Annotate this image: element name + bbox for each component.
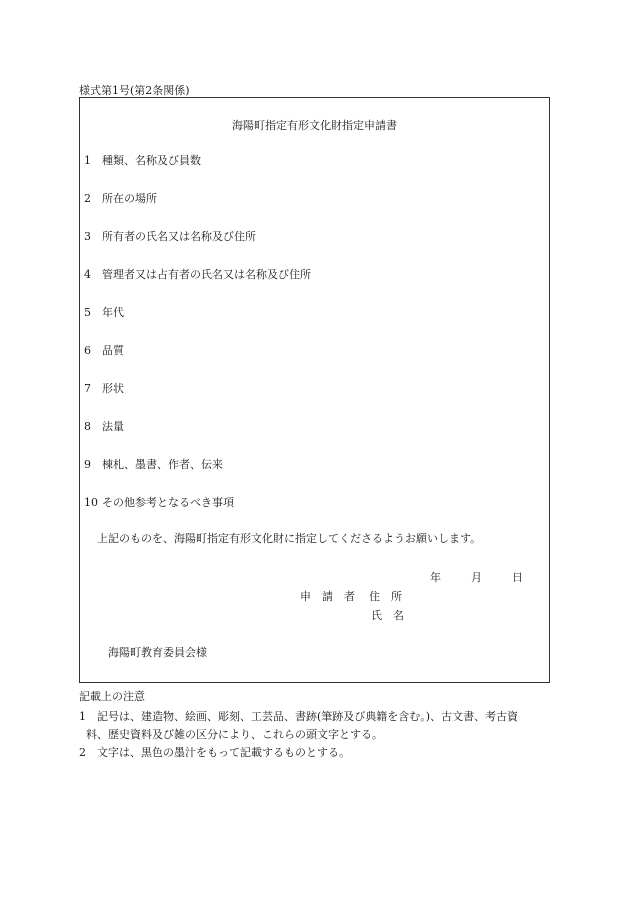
note-text: 記号は、建造物、絵画、彫刻、工芸品、書跡(筆跡及び典籍を含む。)、古文書、考古資 <box>97 710 519 723</box>
note-item <box>79 744 350 760</box>
form-item <box>84 152 201 168</box>
item-label: その他参考となるべき事項 <box>102 496 234 509</box>
item-number: 1 <box>84 154 91 167</box>
item-label: 形状 <box>102 382 124 395</box>
item-number: 7 <box>84 382 91 395</box>
note-item <box>79 708 518 724</box>
item-label: 所有者の氏名又は名称及び住所 <box>102 230 256 243</box>
application-form <box>79 97 550 683</box>
item-label: 法量 <box>102 420 124 433</box>
form-item <box>84 418 124 434</box>
year-label: 年 <box>430 571 441 584</box>
form-item <box>84 228 256 244</box>
name-label: 氏 名 <box>371 609 404 622</box>
applicant-label: 申 請 者 <box>300 590 355 603</box>
item-number: 3 <box>84 230 91 243</box>
form-item <box>84 456 223 472</box>
form-item <box>84 494 234 510</box>
item-number: 6 <box>84 344 91 357</box>
notes-heading: 記載上の注意 <box>79 690 145 703</box>
month-label: 月 <box>471 571 482 584</box>
date-row <box>430 569 523 585</box>
request-statement: 上記のものを、海陽町指定有形文化財に指定してくださるようお願いします。 <box>97 532 482 545</box>
note-text: 文字は、黒色の墨汁をもって記載するものとする。 <box>97 746 350 759</box>
addressee: 海陽町教育委員会様 <box>108 646 207 659</box>
item-number: 2 <box>84 192 91 205</box>
address-label: 住 所 <box>369 590 402 603</box>
form-item <box>84 190 157 206</box>
item-label: 所在の場所 <box>102 192 157 205</box>
form-number: 様式第1号(第2条関係) <box>79 84 190 97</box>
item-label: 年代 <box>102 306 124 319</box>
item-label: 品質 <box>102 344 124 357</box>
form-item <box>84 342 124 358</box>
item-label: 種類、名称及び員数 <box>102 154 201 167</box>
item-number: 5 <box>84 306 91 319</box>
item-number: 9 <box>84 458 91 471</box>
item-number: 8 <box>84 420 91 433</box>
name-row <box>371 607 404 623</box>
applicant-row <box>300 588 402 604</box>
item-number: 10 <box>84 496 98 509</box>
day-label: 日 <box>512 571 523 584</box>
form-item <box>84 380 124 396</box>
note-number: 2 <box>79 746 86 759</box>
form-item <box>84 266 311 282</box>
note-continuation: 料、歴史資料及び雑の区分により、これらの頭文字とする。 <box>86 728 383 741</box>
item-label: 管理者又は占有者の氏名又は名称及び住所 <box>102 268 311 281</box>
note-number: 1 <box>79 710 86 723</box>
form-title: 海陽町指定有形文化財指定申請書 <box>232 119 397 132</box>
form-item <box>84 304 124 320</box>
item-label: 棟札、墨書、作者、伝来 <box>102 458 223 471</box>
item-number: 4 <box>84 268 91 281</box>
